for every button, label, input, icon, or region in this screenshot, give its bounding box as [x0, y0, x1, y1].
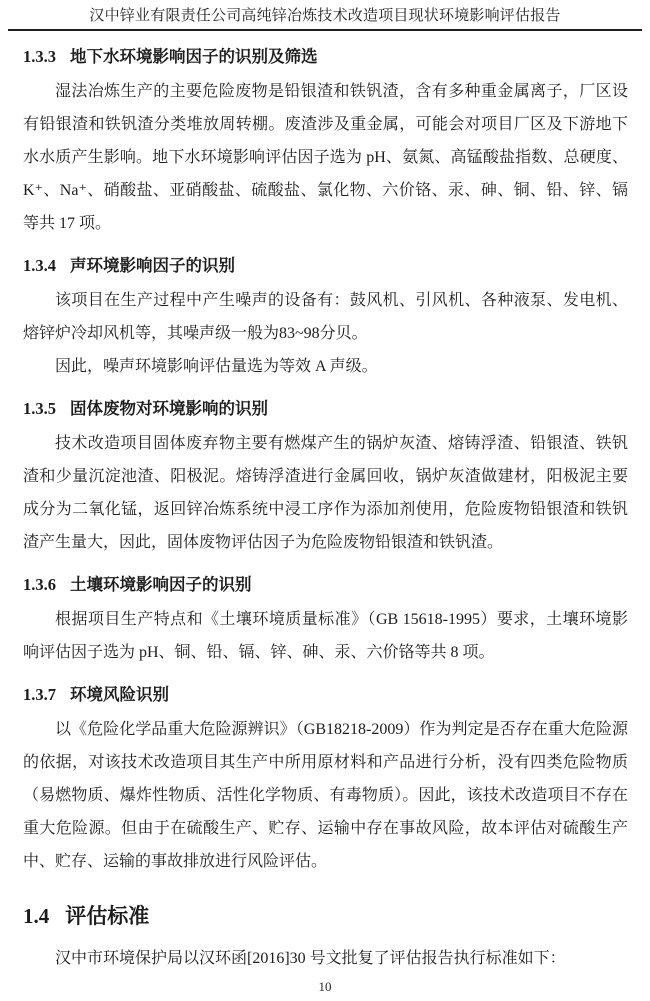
section-heading-1-3-4 — [23, 255, 628, 277]
header-rule — [8, 29, 642, 31]
paragraph: 汉中市环境保护局以汉环函[2016]30 号文批复了评估报告执行标准如下： — [55, 950, 566, 967]
section-heading-1-3-5 — [23, 398, 628, 420]
page-number: 10 — [318, 979, 332, 994]
section-heading-1-4 — [23, 902, 628, 930]
section-title: 地下水环境影响因子的识别及筛选 — [70, 47, 318, 66]
section-title: 固体废物对环境影响的识别 — [70, 399, 268, 418]
paragraph: 该项目在生产过程中产生噪声的设备有：鼓风机、引风机、各种液泵、发电机、熔锌炉冷却风机等，其噪声级一般为83~98分贝。 — [23, 292, 628, 342]
paragraph: 因此，噪声环境影响评估量选为等效 A 声级。 — [55, 358, 378, 375]
section-heading-1-3-7 — [23, 684, 628, 706]
paragraph: 技术改造项目固体废弃物主要有燃煤产生的锅炉灰渣、熔铸浮渣、铅银渣、铁钒渣和少量沉淀池渣、阳极泥。熔铸浮渣进行金属回收，锅炉灰渣做建材，阳极泥主要成分为二氧化锰，返回锌冶炼系统中浸工序作为添加剂使用，危险废物铅银渣和铁钒渣产生量大，因此，固体废物评估因子为危险废物铅银渣和铁钒渣。 — [23, 435, 628, 551]
section-heading-1-3-6 — [23, 574, 628, 596]
paragraph: 以《危险化学品重大危险源辨识》（GB18218-2009）作为判定是否存在重大危险源的依据，对该技术改造项目其生产中所用原材料和产品进行分析，没有四类危险物质（易燃物质、爆炸性物质、活性化学物质、有毒物质）。因此，该技术改造项目不存在重大危险源。但由于在硫酸生产、贮存、运输中存在事故风险，故本评估对硫酸生产中、贮存、运输的事故排放进行风险评估。 — [23, 721, 628, 870]
section-title: 环境风险识别 — [70, 685, 169, 704]
paragraph: 根据项目生产特点和《土壤环境质量标准》（GB 15618-1995）要求，土壤环境影响评估因子选为 pH、铜、铅、镉、锌、砷、汞、六价铬等共 8 项。 — [23, 611, 628, 661]
section-number: 1.3.3 — [23, 47, 56, 66]
page-content — [0, 46, 650, 975]
section-number: 1.4 — [23, 904, 50, 928]
paragraph: 湿法冶炼生产的主要危险废物是铅银渣和铁钒渣，含有多种重金属离子，厂区设有铅银渣和铁钒渣分类堆放周转棚。废渣涉及重金属，可能会对项目厂区及下游地下水水质产生影响。地下水环境影响评估因子选为 pH、氨氮、高锰酸盐指数、总硬度、K⁺、Na⁺、硝酸盐、亚硝酸盐、硫酸盐、氯化物、六价铬、汞、砷、铜、铅、锌、镉等共 17 项。 — [23, 83, 628, 232]
section-heading-1-3-3 — [23, 46, 628, 68]
section-number: 1.3.5 — [23, 399, 56, 418]
section-title: 声环境影响因子的识别 — [70, 256, 235, 275]
section-number: 1.3.4 — [23, 256, 56, 275]
section-title: 土壤环境影响因子的识别 — [70, 575, 252, 594]
section-title: 评估标准 — [65, 904, 150, 928]
section-number: 1.3.6 — [23, 575, 56, 594]
running-header-title: 汉中锌业有限责任公司高纯锌冶炼技术改造项目现状环境影响评估报告 — [89, 8, 561, 24]
section-number: 1.3.7 — [23, 685, 56, 704]
